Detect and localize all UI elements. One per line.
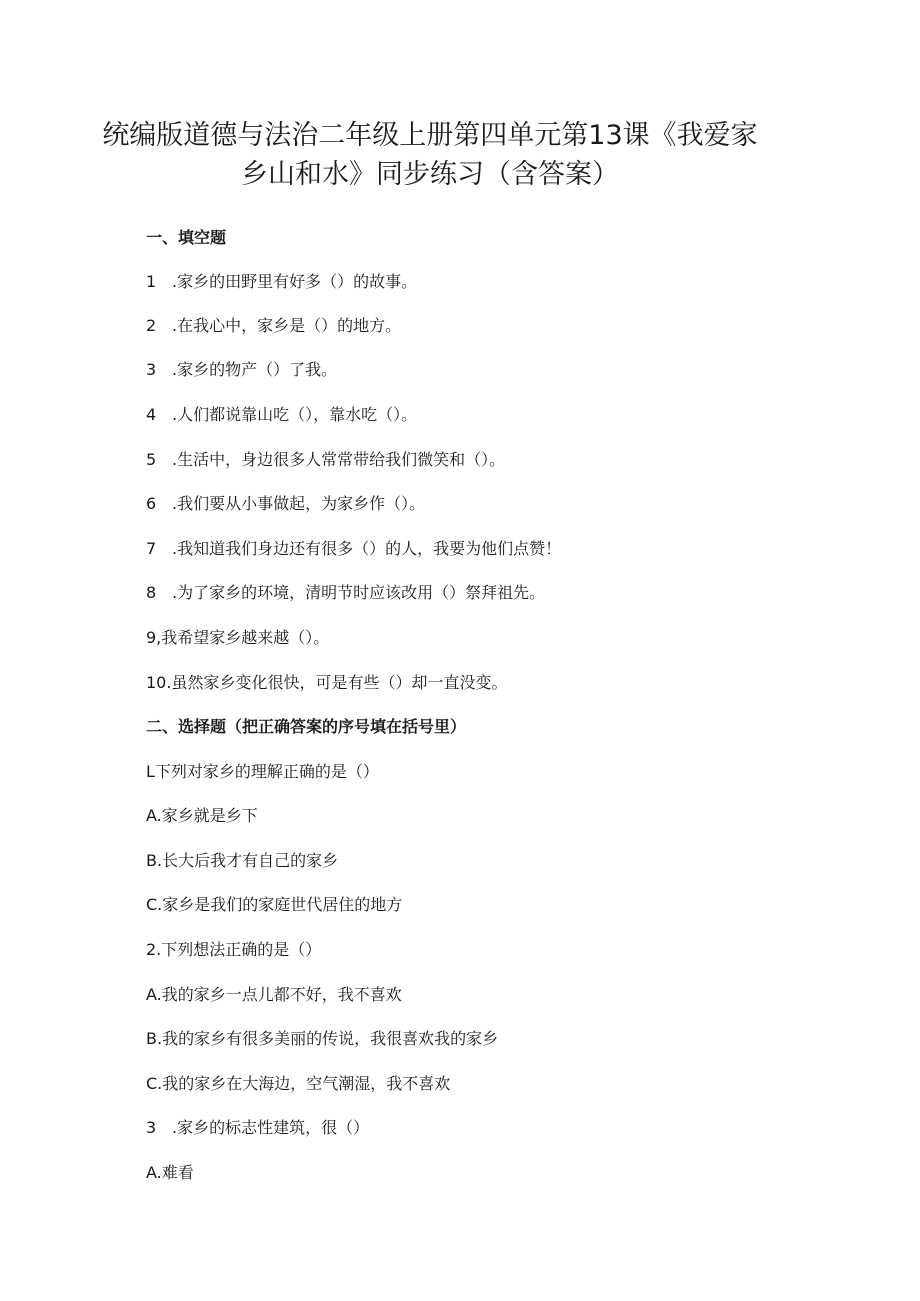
- choice-question-1-option-c: C.家乡是我们的家庭世代居住的地方: [146, 895, 403, 914]
- fill-in-question-4: [146, 404, 417, 426]
- question-number: 4: [146, 405, 157, 424]
- choice-question-2-option-b: B.我的家乡有很多美丽的传说，我很喜欢我的家乡: [146, 1029, 499, 1048]
- question-text: .家乡的田野里有好多（）的故事。: [172, 272, 418, 291]
- question-number: 1: [146, 272, 157, 291]
- question-number: 2: [146, 316, 157, 335]
- question-number: 5: [146, 450, 157, 469]
- section-heading-multiple-choice: 二、选择题（把正确答案的序号填在括号里）: [146, 717, 467, 736]
- fill-in-question-10: [146, 672, 507, 694]
- question-text: 9,我希望家乡越来越（）。: [146, 628, 330, 647]
- fill-in-question-1: [146, 271, 417, 293]
- fill-in-question-8: [146, 582, 545, 604]
- question-text: .人们都说靠山吃（），靠水吃（）。: [172, 405, 418, 424]
- question-text: 10.虽然家乡变化很快，可是有些（）却一直没变。: [146, 673, 508, 692]
- question-text: .生活中，身边很多人常常带给我们微笑和（）。: [172, 450, 506, 469]
- choice-question-2-stem: 2.下列想法正确的是（）: [146, 940, 322, 959]
- fill-in-question-7: [146, 538, 561, 560]
- fill-in-question-6: [146, 493, 425, 515]
- question-text: .我知道我们身边还有很多（）的人，我要为他们点赞！: [172, 539, 562, 558]
- question-number: 3: [146, 360, 157, 379]
- question-number: 7: [146, 539, 157, 558]
- fill-in-question-9: [146, 627, 329, 649]
- question-number: 6: [146, 494, 157, 513]
- question-text: .为了家乡的环境，清明节时应该改用（）祭拜祖先。: [172, 583, 546, 602]
- choice-question-1-option-b: B.长大后我才有自己的家乡: [146, 851, 339, 870]
- question-text: .我们要从小事做起，为家乡作（）。: [172, 494, 426, 513]
- fill-in-question-3: [146, 359, 337, 381]
- choice-question-1-option-a: A.家乡就是乡下: [146, 806, 258, 825]
- choice-question-3-stem: [146, 1117, 369, 1139]
- question-text: .家乡的标志性建筑，很（）: [172, 1118, 370, 1137]
- choice-question-2-option-a: A.我的家乡一点儿都不好，我不喜欢: [146, 985, 402, 1004]
- question-text: .在我心中，家乡是（）的地方。: [172, 316, 402, 335]
- section-heading-fill-in: 一、填空题: [146, 228, 227, 247]
- fill-in-question-5: [146, 449, 505, 471]
- question-text: .家乡的物产（）了我。: [172, 360, 338, 379]
- question-number: 8: [146, 583, 157, 602]
- choice-question-2-option-c: C.我的家乡在大海边，空气潮湿，我不喜欢: [146, 1074, 451, 1093]
- document-title-line-2: 乡山和水》同步练习（含答案）: [241, 159, 619, 190]
- document-title-line-1: 统编版道德与法治二年级上册第四单元第13课《我爱家: [102, 120, 758, 151]
- choice-question-1-stem: L下列对家乡的理解正确的是（）: [146, 762, 379, 781]
- choice-question-3-option-a: A.难看: [146, 1163, 194, 1182]
- question-number: 3: [146, 1118, 157, 1137]
- fill-in-question-2: [146, 315, 401, 337]
